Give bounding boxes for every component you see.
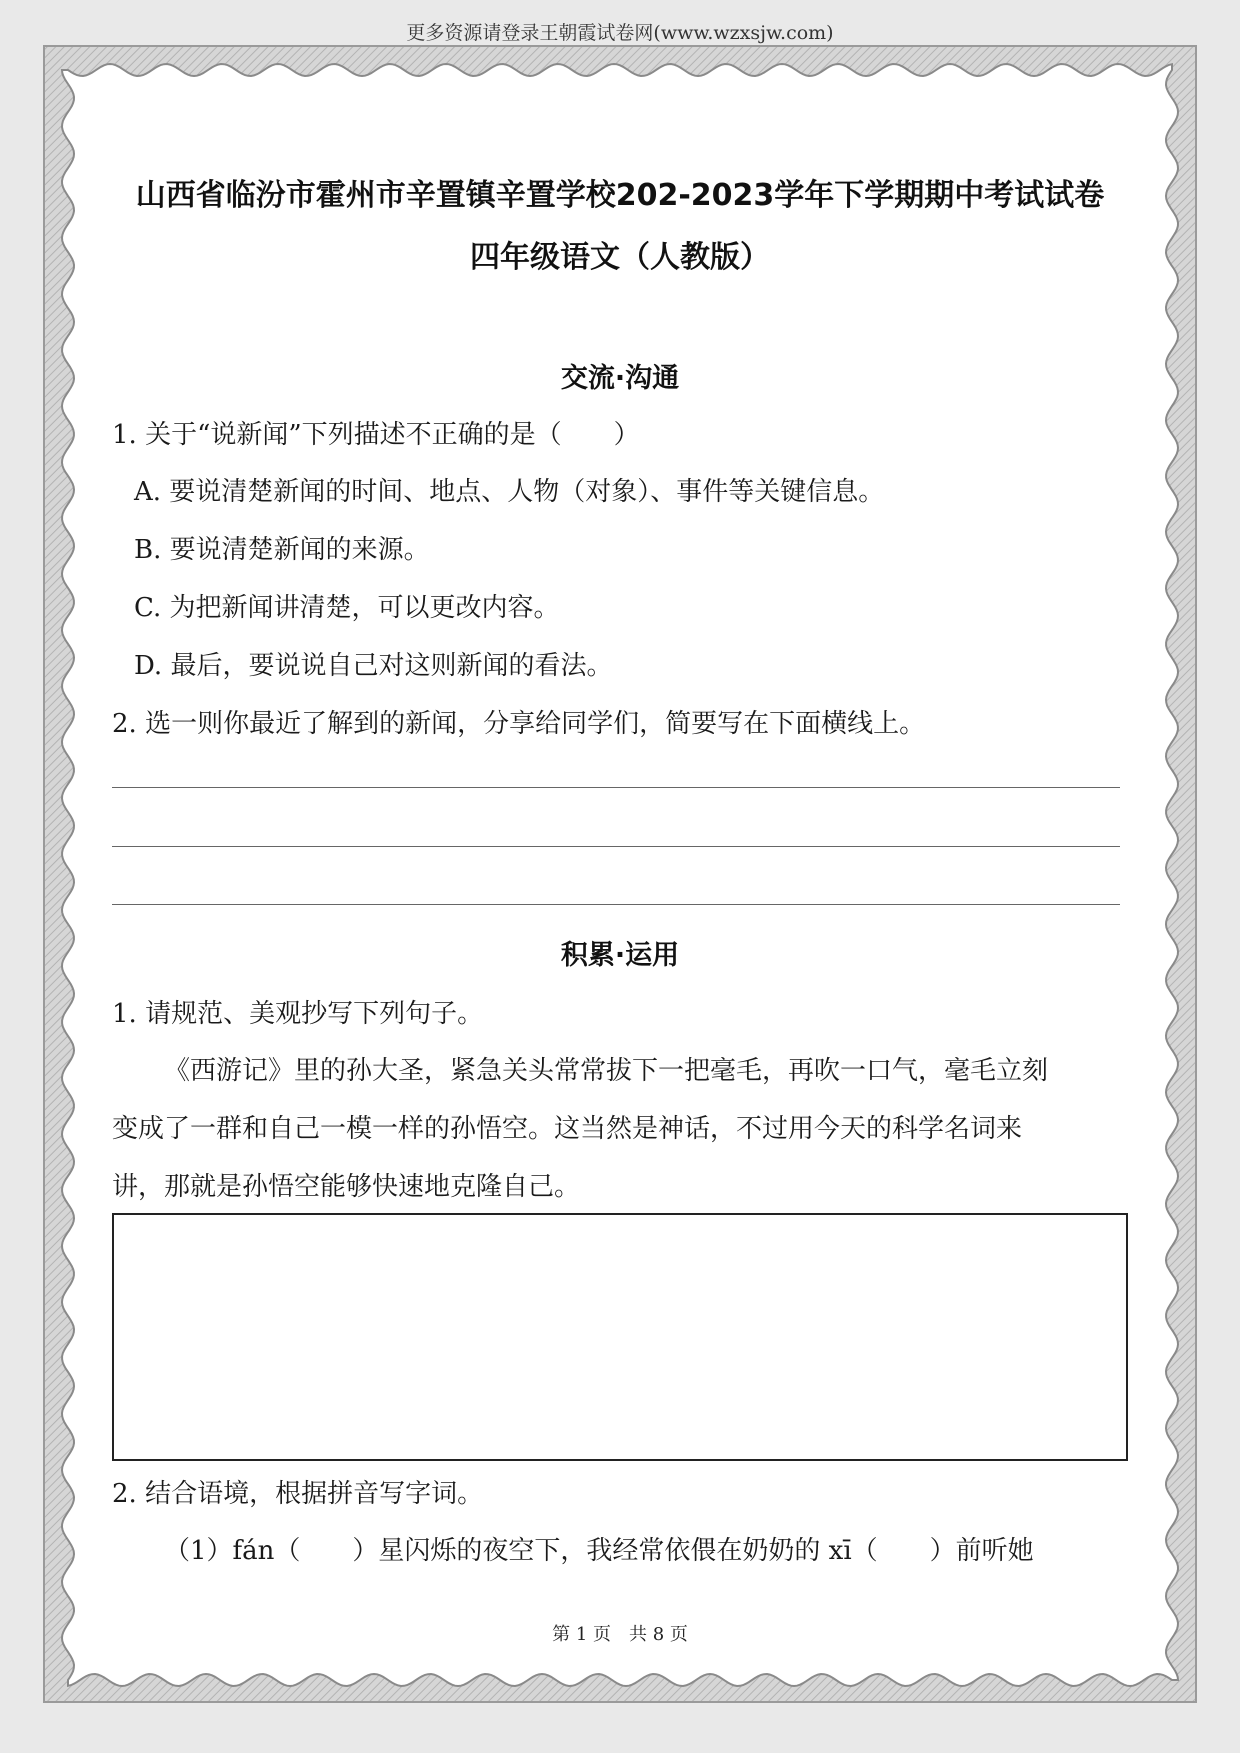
passage-line: 变成了一群和自己一模一样的孙悟空。这当然是神话，不过用今天的科学名词来 (112, 1114, 1023, 1144)
answer-line[interactable] (112, 904, 1120, 905)
pinyin-question-stem: 2. 结合语境，根据拼音写字词。 (112, 1479, 484, 1509)
answer-line[interactable] (112, 787, 1120, 788)
exam-title: 山西省临汾市霍州市辛置镇辛置学校202-2023学年下学期期中考试试卷 (135, 178, 1105, 213)
option-c[interactable]: C. 为把新闻讲清楚，可以更改内容。 (134, 593, 560, 623)
copy-question-stem: 1. 请规范、美观抄写下列句子。 (112, 999, 484, 1029)
question-1-stem: 1. 关于“说新闻”下列描述不正确的是（ ） (112, 420, 640, 450)
page-header-watermark: 更多资源请登录王朝霞试卷网(www.wzxsjw.com) (406, 22, 834, 44)
page-number: 第 1 页 共 8 页 (552, 1624, 688, 1645)
section-heading-communication: 交流·沟通 (560, 363, 680, 394)
exam-subtitle: 四年级语文（人教版） (470, 240, 770, 275)
passage-line: 讲，那就是孙悟空能够快速地克隆自己。 (112, 1172, 581, 1202)
option-a[interactable]: A. 要说清楚新闻的时间、地点、人物（对象）、事件等关键信息。 (134, 477, 885, 507)
passage-line: 《西游记》里的孙大圣，紧急关头常常拔下一把毫毛，再吹一口气，毫毛立刻 (164, 1056, 1049, 1086)
option-b[interactable]: B. 要说清楚新闻的来源。 (134, 535, 430, 565)
pinyin-item-1: （1）fán（ ）星闪烁的夜空下，我经常依偎在奶奶的 xī（ ）前听她 (164, 1536, 1034, 1566)
option-d[interactable]: D. 最后，要说说自己对这则新闻的看法。 (134, 651, 613, 681)
question-2-stem: 2. 选一则你最近了解到的新闻，分享给同学们，简要写在下面横线上。 (112, 709, 926, 739)
copy-writing-box[interactable] (112, 1213, 1128, 1461)
section-heading-accumulation: 积累·运用 (560, 940, 680, 971)
answer-line[interactable] (112, 846, 1120, 847)
